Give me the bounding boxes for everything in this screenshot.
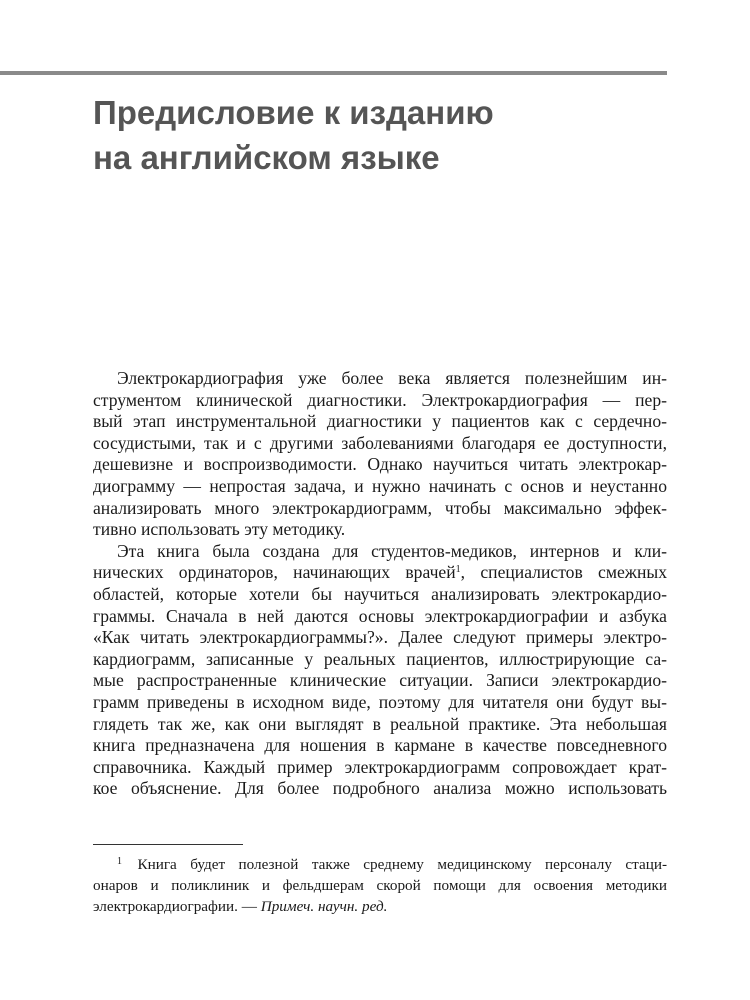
header-rule [0, 71, 667, 75]
text-line: глядеть так же, как они выглядят в реальной практике. Эта небольшая [93, 713, 667, 734]
text-line: кое объяснение. Для более подробного анализа можно использовать [93, 778, 667, 799]
text-line: граммы. Сначала в ней даются основы электрокардиографии и азбука [93, 605, 667, 626]
text-line: мые распространенные клинические ситуации. Записи электрокардио- [93, 670, 667, 691]
paragraph-2 [93, 541, 667, 800]
text-line: Электрокардиография уже более века является полезнейшим ин- [117, 368, 667, 388]
chapter-title [93, 90, 653, 180]
text-line: диограмму — непростая задача, и нужно начинать с основ и неустанно [93, 475, 667, 496]
text-line [93, 562, 667, 584]
footnote [93, 851, 667, 918]
body-text [93, 368, 667, 800]
editor-note: Примеч. научн. ред. [260, 898, 388, 916]
paragraph-1 [93, 368, 667, 541]
text-line: Эта книга была создана для студентов-медиков, интернов и кли- [117, 540, 667, 561]
footnote-text: электрокардиографии. — [93, 898, 261, 916]
footnote-line [93, 896, 667, 917]
text-line: областей, которые хотели бы научиться анализировать электрокардио- [93, 583, 667, 604]
footnote-text: Книга будет полезной также среднему медицинскому персоналу стаци- [137, 856, 668, 873]
text-line: струментом клинической диагностики. Электрокардиография — пер- [93, 389, 667, 410]
text-line: дешевизне и воспроизводимости. Однако научиться читать электрокар- [93, 454, 667, 475]
text-line: анализировать много электрокардиограмм, чтобы максимально эффек- [93, 497, 667, 518]
text-line: кардиограмм, записанные у реальных пациентов, иллюстрирующие са- [93, 648, 667, 669]
text-line: сосудистыми, так и с другими заболеваниями благодаря ее доступности, [93, 432, 667, 453]
chapter-title-line-2: на английском языке [93, 139, 440, 176]
chapter-title-line-1: Предисловие к изданию [93, 94, 494, 131]
footnote-line [93, 851, 667, 875]
text-line: тивно использовать эту методику. [93, 519, 346, 540]
text-fragment: нических ординаторов, начинающих врачей [93, 562, 456, 583]
footnote-mark: 1 [117, 856, 122, 867]
text-line: книга предназначена для ношения в кармане в качестве повседневного [93, 735, 667, 756]
text-fragment: , специалистов смежных [460, 562, 667, 583]
text-line: справочника. Каждый пример электрокардиограмм сопровождает крат- [93, 756, 667, 777]
text-line: грамм приведены в исходном виде, поэтому для читателя они будут вы- [93, 691, 667, 712]
footnote-reference: 1 [455, 564, 461, 576]
text-line: вый этап инструментальной диагностики у пациентов как с сердечно- [93, 411, 667, 432]
footnote-rule [93, 844, 243, 845]
footnote-line: онаров и поликлиник и фельдшерам скорой помощи для освоения методики [93, 877, 667, 895]
text-line: «Как читать электрокардиограммы?». Далее следуют примеры электро- [93, 627, 667, 648]
